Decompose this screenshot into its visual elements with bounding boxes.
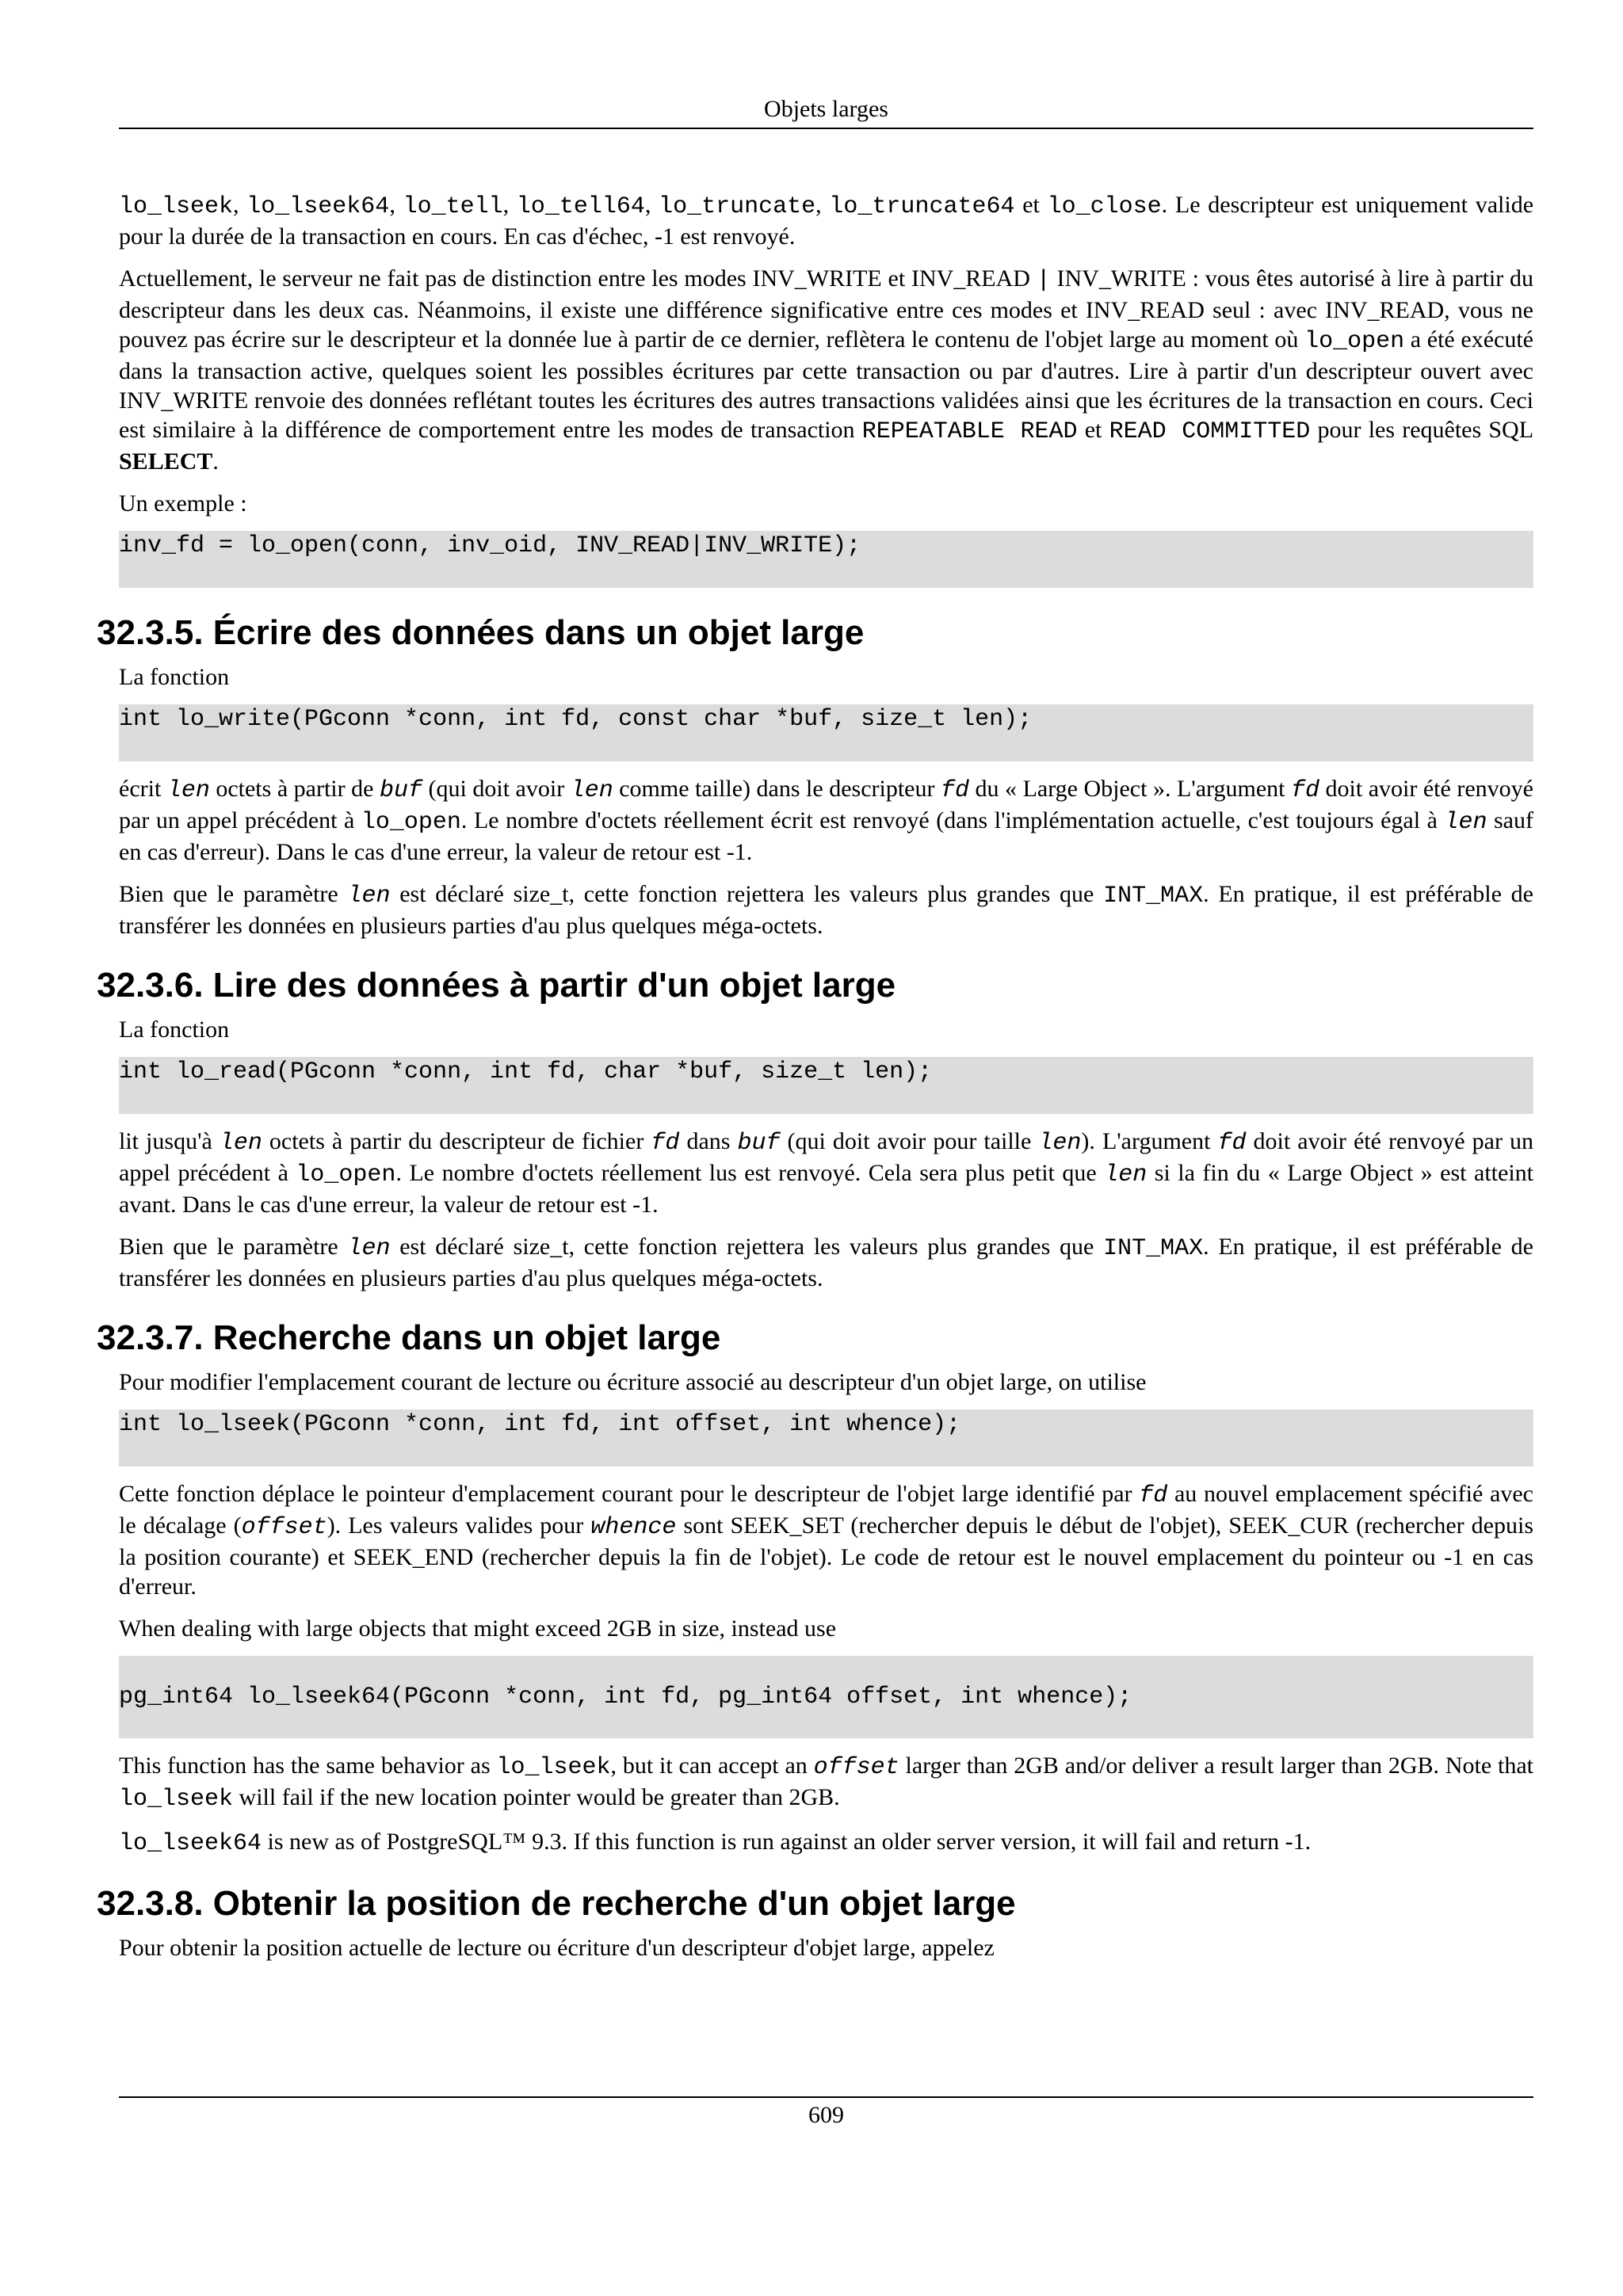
- parameter-name: fd: [651, 1130, 680, 1157]
- code-literal: lo_lseek: [119, 193, 234, 220]
- text-run: . En pratique, il est préférable de transférer les données en plusieurs parties d'au plus quelques méga-octets.: [119, 1234, 1533, 1291]
- code-literal: lo_close: [1047, 193, 1162, 220]
- text-run: ,: [644, 192, 659, 218]
- code-literal: lo_tell64: [516, 193, 645, 220]
- code-literal: READ COMMITTED: [1109, 418, 1311, 445]
- paragraph: [119, 1827, 1533, 1859]
- code-literal: INT_MAX: [1103, 1235, 1204, 1262]
- code-literal: lo_lseek: [496, 1754, 611, 1781]
- text-run: au nouvel emplacement spécifié avec le décalage (: [119, 1481, 1533, 1539]
- text-run: Bien que le paramètre: [119, 881, 348, 907]
- text-run: est déclaré size_t, cette fonction rejettera les valeurs plus grandes que: [390, 1234, 1104, 1260]
- header-rule: [119, 128, 1533, 129]
- text-run: doit avoir été renvoyé par un appel précédent à: [119, 1128, 1533, 1186]
- text-run: (qui doit avoir: [422, 776, 571, 802]
- text-run: ,: [815, 192, 830, 218]
- parameter-name: len: [219, 1130, 262, 1157]
- code-block: pg_int64 lo_lseek64(PGconn *conn, int fd, pg_int64 offset, int whence);: [119, 1656, 1533, 1738]
- code-block: int lo_lseek(PGconn *conn, int fd, int offset, int whence);: [119, 1409, 1533, 1466]
- paragraph: [119, 774, 1533, 867]
- text-run: doit avoir été renvoyé par un appel précédent à: [119, 776, 1533, 833]
- paragraph: [119, 264, 1533, 476]
- text-run: du « Large Object ». L'argument: [969, 776, 1291, 802]
- text-run: octets à partir du descripteur de fichier: [262, 1128, 651, 1154]
- parameter-name: len: [1038, 1130, 1082, 1157]
- text-run: . Le nombre d'octets réellement lus est renvoyé. Cela sera plus petit que: [395, 1160, 1105, 1186]
- parameter-name: fd: [1139, 1482, 1168, 1509]
- text-run: (qui doit avoir pour taille: [780, 1128, 1039, 1154]
- text-run: dans: [679, 1128, 738, 1154]
- running-header: Objets larges: [764, 96, 888, 122]
- paragraph: [119, 1751, 1533, 1814]
- text-run: Pour modifier l'emplacement courant de lecture ou écriture associé au descripteur d'un objet large, on utilise: [119, 1369, 1147, 1395]
- text-run: When dealing with large objects that might exceed 2GB in size, instead use: [119, 1615, 837, 1642]
- parameter-name: buf: [379, 777, 422, 804]
- text-run: sauf en cas d'erreur). Dans le cas d'une erreur, la valeur de retour est -1.: [119, 807, 1533, 865]
- text-run: sont SEEK_SET (rechercher depuis le début de l'objet), SEEK_CUR (rechercher depuis la position courante) et SEEK_END (rechercher depuis la fin de l'objet). Le code de retour est le nouvel emplacement du pointeur ou -1 en cas d'erreur.: [119, 1512, 1533, 1600]
- code-block: inv_fd = lo_open(conn, inv_oid, INV_READ|INV_WRITE);: [119, 531, 1533, 588]
- parameter-name: len: [1104, 1161, 1148, 1188]
- paragraph: [119, 1127, 1533, 1219]
- section-heading: 32.3.5. Écrire des données dans un objet large: [97, 613, 865, 652]
- text-run: comme taille) dans le descripteur: [613, 776, 941, 802]
- parameter-name: len: [347, 1235, 391, 1262]
- paragraph: [119, 190, 1533, 251]
- text-run: will fail if the new location pointer would be greater than 2GB.: [233, 1784, 840, 1810]
- code-literal: INT_MAX: [1103, 883, 1204, 910]
- text-run: ,: [389, 192, 403, 218]
- code-block: int lo_read(PGconn *conn, int fd, char *buf, size_t len);: [119, 1057, 1533, 1114]
- paragraph: [119, 1933, 1533, 1962]
- text-run: . En pratique, il est préférable de transférer les données en plusieurs parties d'au plus quelques méga-octets.: [119, 881, 1533, 939]
- text-run: La fonction: [119, 1016, 230, 1043]
- parameter-name: len: [347, 883, 391, 910]
- text-run: is new as of PostgreSQL™ 9.3. If this function is run against an older server version, it will fail and return -1.: [262, 1829, 1312, 1855]
- parameter-name: len: [1444, 809, 1487, 836]
- code-literal: lo_lseek: [119, 1786, 234, 1813]
- code-block: int lo_write(PGconn *conn, int fd, const char *buf, size_t len);: [119, 704, 1533, 761]
- code-literal: lo_truncate: [659, 193, 816, 220]
- text-run: est déclaré size_t, cette fonction rejettera les valeurs plus grandes que: [390, 881, 1104, 907]
- text-run: octets à partir de: [209, 776, 380, 802]
- keyword: SELECT: [119, 448, 213, 475]
- text-run: lit jusqu'à: [119, 1128, 220, 1154]
- text-run: INV_WRITE : vous êtes autorisé à lire à partir du descripteur dans les deux cas. Néanmoins, il existe une différence significative entre ces modes et INV_READ seul : avec INV_READ, vous ne pouvez pas écrire sur le descripteur et la donnée lue à partir de ce dernier, reflètera le contenu de l'objet large au moment où: [119, 265, 1534, 353]
- text-run: ,: [502, 192, 517, 218]
- paragraph: [119, 1015, 1533, 1044]
- code-literal: |: [1036, 267, 1051, 294]
- code-literal: REPEATABLE READ: [861, 418, 1078, 445]
- parameter-name: offset: [241, 1514, 327, 1541]
- parameter-name: fd: [941, 777, 970, 804]
- paragraph: [119, 662, 1533, 692]
- text-run: Cette fonction déplace le pointeur d'emplacement courant pour le descripteur de l'objet large identifié par: [119, 1481, 1140, 1507]
- text-run: , but it can accept an: [610, 1753, 814, 1779]
- text-run: . Le descripteur est uniquement valide pour la durée de la transaction en cours. En cas d'échec, -1 est renvoyé.: [119, 192, 1534, 250]
- text-run: pour les requêtes SQL: [1310, 417, 1534, 443]
- page-number: 609: [808, 2102, 844, 2128]
- code-literal: lo_open: [361, 809, 461, 836]
- text-run: . Le nombre d'octets réellement écrit est renvoyé (dans l'implémentation actuelle, c'est toujours égal à: [460, 807, 1445, 833]
- paragraph: [119, 1614, 1533, 1643]
- text-run: Pour obtenir la position actuelle de lecture ou écriture d'un descripteur d'objet large, appelez: [119, 1935, 995, 1961]
- parameter-name: len: [166, 777, 210, 804]
- text-run: Bien que le paramètre: [119, 1234, 348, 1260]
- section-heading: 32.3.8. Obtenir la position de recherche d'un objet large: [97, 1884, 1016, 1923]
- parameter-name: len: [570, 777, 613, 804]
- text-run: .: [212, 448, 219, 475]
- text-run: Un exemple :: [119, 490, 247, 517]
- footer-rule: [119, 2096, 1533, 2098]
- text-run: et: [1014, 192, 1048, 218]
- text-run: La fonction: [119, 664, 230, 690]
- text-run: This function has the same behavior as: [119, 1753, 497, 1779]
- paragraph: [119, 489, 1533, 518]
- code-literal: lo_truncate64: [829, 193, 1015, 220]
- paragraph: [119, 1232, 1533, 1293]
- parameter-name: fd: [1290, 777, 1319, 804]
- code-literal: lo_open: [296, 1161, 396, 1188]
- code-literal: lo_tell: [403, 193, 503, 220]
- code-literal: lo_lseek64: [119, 1830, 262, 1857]
- page-content: [97, 190, 1534, 1975]
- parameter-name: buf: [737, 1130, 781, 1157]
- text-run: ). L'argument: [1081, 1128, 1218, 1154]
- code-literal: lo_open: [1304, 328, 1405, 355]
- text-run: ,: [233, 192, 247, 218]
- text-run: et: [1077, 417, 1109, 443]
- paragraph: [119, 1367, 1533, 1397]
- parameter-name: offset: [813, 1754, 899, 1781]
- section-heading: 32.3.6. Lire des données à partir d'un objet large: [97, 966, 896, 1005]
- text-run: a été exécuté dans la transaction active, quelques soient les possibles écritures par cette transaction ou par d'autres. Lire à partir d'un descripteur ouvert avec INV_WRITE renvoie des données reflétant toutes les écritures des autres transactions validées ainsi que les écritures de la transaction en cours. Ceci est similaire à la différence de comportement entre les modes de transaction: [119, 326, 1533, 443]
- parameter-name: whence: [590, 1514, 677, 1541]
- text-run: larger than 2GB and/or deliver a result larger than 2GB. Note that: [899, 1753, 1533, 1779]
- paragraph: [119, 1479, 1533, 1601]
- parameter-name: fd: [1217, 1130, 1247, 1157]
- section-heading: 32.3.7. Recherche dans un objet large: [97, 1318, 721, 1357]
- paragraph: [119, 879, 1533, 940]
- text-run: ). Les valeurs valides pour: [327, 1512, 591, 1539]
- text-run: écrit: [119, 776, 167, 802]
- code-literal: lo_lseek64: [246, 193, 390, 220]
- text-run: si la fin du « Large Object » est atteint avant. Dans le cas d'une erreur, la valeur de retour est -1.: [119, 1160, 1533, 1218]
- text-run: Actuellement, le serveur ne fait pas de distinction entre les modes INV_WRITE et INV_READ: [119, 265, 1037, 292]
